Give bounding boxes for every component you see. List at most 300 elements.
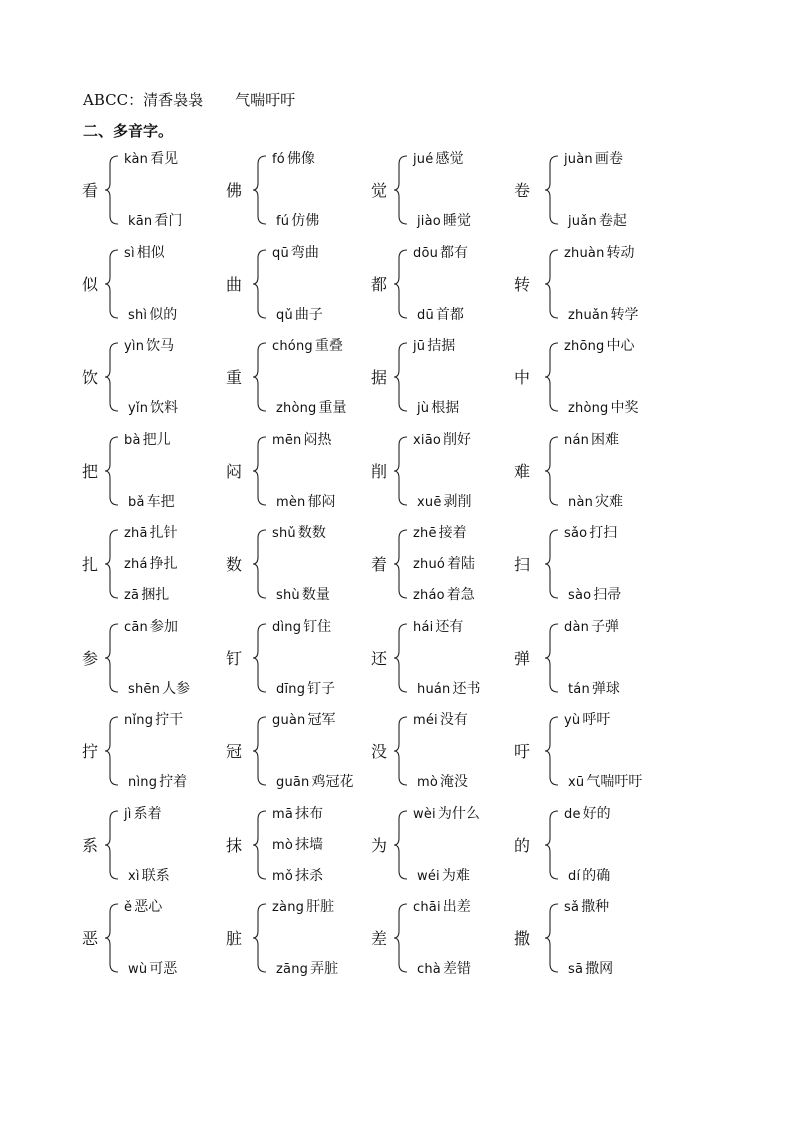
pinyin-text: xuē bbox=[417, 494, 442, 510]
reading-line bbox=[417, 212, 471, 231]
example-word: 为难 bbox=[441, 867, 470, 884]
polyphone-char: 脏 bbox=[226, 929, 243, 948]
example-word: 似的 bbox=[149, 306, 178, 323]
reading-line bbox=[276, 212, 319, 231]
example-word: 参加 bbox=[149, 618, 178, 635]
brace-icon bbox=[544, 618, 560, 698]
pinyin-text: sào bbox=[568, 588, 592, 603]
example-word: 打扫 bbox=[589, 525, 618, 541]
pinyin-text: jué bbox=[413, 152, 434, 167]
reading-line bbox=[564, 431, 619, 450]
example-word: 曲子 bbox=[294, 306, 323, 323]
polyphone-entry bbox=[514, 524, 689, 604]
pinyin-text: kàn bbox=[124, 152, 149, 167]
brace-icon bbox=[393, 150, 409, 230]
reading-line bbox=[128, 399, 178, 418]
reading-line bbox=[124, 555, 178, 574]
pinyin-text: dí bbox=[568, 868, 581, 884]
pinyin-text: yù bbox=[564, 713, 581, 728]
pinyin-text: cān bbox=[124, 619, 148, 635]
polyphone-char: 吁 bbox=[514, 742, 531, 761]
pinyin-text: kān bbox=[128, 214, 153, 229]
brace-icon bbox=[544, 898, 560, 978]
polyphone-entry bbox=[514, 431, 689, 511]
reading-line bbox=[124, 586, 169, 605]
reading-line bbox=[276, 399, 347, 418]
polyphone-char: 为 bbox=[371, 835, 388, 855]
example-word: 挣扎 bbox=[149, 556, 178, 572]
pinyin-text: zhuàn bbox=[564, 245, 605, 261]
brace-icon bbox=[544, 524, 560, 604]
pinyin-text: shēn bbox=[128, 681, 161, 697]
example-word: 钉子 bbox=[307, 680, 336, 697]
polyphone-char: 削 bbox=[371, 461, 388, 481]
brace-icon bbox=[104, 805, 120, 885]
polyphone-char: 转 bbox=[514, 274, 531, 294]
pinyin-text: fó bbox=[272, 152, 285, 167]
polyphone-char: 难 bbox=[514, 461, 531, 481]
reading-line bbox=[413, 337, 455, 356]
example-word: 闷热 bbox=[303, 431, 332, 448]
example-word: 重叠 bbox=[314, 338, 343, 354]
reading-line bbox=[272, 618, 331, 637]
polyphone-char: 着 bbox=[371, 555, 388, 574]
example-word: 重量 bbox=[318, 400, 347, 416]
reading-line bbox=[128, 306, 177, 325]
polyphone-entry bbox=[514, 337, 689, 417]
polyphone-char: 恶 bbox=[82, 929, 99, 948]
example-word: 弹球 bbox=[591, 680, 620, 697]
brace-icon bbox=[393, 618, 409, 698]
polyphone-char: 弹 bbox=[514, 648, 531, 668]
pinyin-text: mǒ bbox=[272, 868, 294, 884]
pinyin-text: sì bbox=[124, 245, 135, 261]
reading-line bbox=[124, 244, 165, 263]
polyphone-char: 佛 bbox=[226, 181, 243, 200]
polyphone-entry bbox=[514, 805, 689, 885]
pinyin-text: juǎn bbox=[568, 214, 597, 229]
pinyin-text: guàn bbox=[272, 713, 306, 728]
reading-line bbox=[417, 680, 480, 699]
example-word: 数数 bbox=[297, 525, 326, 541]
reading-line bbox=[276, 493, 336, 512]
pinyin-text: xū bbox=[568, 775, 585, 790]
pinyin-text: hái bbox=[413, 619, 434, 635]
brace-icon bbox=[104, 150, 120, 230]
pinyin-text: juàn bbox=[564, 152, 593, 167]
reading-line bbox=[272, 836, 323, 855]
polyphone-entry bbox=[514, 150, 689, 230]
polyphone-char: 曲 bbox=[226, 274, 243, 294]
example-word: 看门 bbox=[154, 213, 183, 229]
pinyin-text: zháo bbox=[413, 588, 445, 603]
pinyin-text: xì bbox=[128, 868, 140, 884]
example-word: 剥削 bbox=[443, 493, 472, 510]
pinyin-text: nǐng bbox=[124, 713, 154, 728]
pinyin-text: jū bbox=[413, 339, 426, 354]
example-word: 着急 bbox=[446, 587, 475, 603]
brace-icon bbox=[252, 711, 268, 791]
example-word: 呼吁 bbox=[582, 712, 611, 728]
brace-icon bbox=[393, 244, 409, 324]
polyphone-char: 的 bbox=[514, 835, 531, 855]
polyphone-char: 看 bbox=[82, 181, 99, 200]
reading-line bbox=[417, 399, 459, 418]
reading-line bbox=[564, 711, 610, 730]
polyphone-char: 似 bbox=[82, 274, 99, 294]
reading-line bbox=[564, 337, 635, 356]
pinyin-text: xiāo bbox=[413, 432, 442, 448]
example-word: 中心 bbox=[606, 338, 635, 354]
pinyin-text: shì bbox=[128, 307, 148, 323]
reading-line bbox=[124, 805, 162, 824]
brace-icon bbox=[544, 805, 560, 885]
reading-line bbox=[276, 680, 335, 699]
polyphone-char: 中 bbox=[514, 368, 531, 387]
reading-line bbox=[272, 431, 332, 450]
pinyin-text: nàn bbox=[568, 494, 594, 510]
pinyin-text: dōu bbox=[413, 245, 439, 261]
reading-line bbox=[417, 867, 470, 886]
reading-line bbox=[124, 150, 178, 169]
reading-line bbox=[568, 680, 620, 699]
pinyin-text: yǐn bbox=[128, 401, 149, 416]
pinyin-text: ě bbox=[124, 900, 133, 915]
example-word: 出差 bbox=[442, 899, 471, 915]
pinyin-text: bà bbox=[124, 432, 141, 448]
reading-line bbox=[413, 898, 471, 917]
brace-icon bbox=[393, 524, 409, 604]
example-word: 为什么 bbox=[437, 805, 480, 822]
polyphone-char: 系 bbox=[82, 835, 99, 855]
example-word: 扎针 bbox=[149, 525, 178, 541]
example-word: 灾难 bbox=[595, 493, 624, 510]
reading-line bbox=[568, 493, 623, 512]
reading-line bbox=[276, 586, 330, 605]
example-word: 感觉 bbox=[435, 151, 464, 167]
example-word: 钉住 bbox=[303, 618, 332, 635]
reading-line bbox=[568, 306, 639, 325]
pinyin-text: de bbox=[564, 806, 581, 822]
reading-line bbox=[272, 898, 334, 917]
brace-icon bbox=[104, 337, 120, 417]
pinyin-text: shǔ bbox=[272, 526, 296, 541]
pinyin-text: wéi bbox=[417, 868, 440, 884]
brace-icon bbox=[393, 337, 409, 417]
abcc-word-2: 气喘吁吁 bbox=[235, 91, 296, 109]
reading-line bbox=[564, 898, 609, 917]
example-word: 饮料 bbox=[150, 400, 179, 416]
pinyin-text: nìng bbox=[128, 775, 158, 790]
example-word: 拧干 bbox=[155, 712, 184, 728]
pinyin-text: zhá bbox=[124, 557, 148, 572]
example-word: 子弹 bbox=[591, 618, 620, 635]
example-word: 扫帚 bbox=[593, 587, 622, 603]
reading-line bbox=[128, 773, 187, 792]
pinyin-text: sǎo bbox=[564, 526, 588, 541]
example-word: 相似 bbox=[136, 244, 165, 261]
polyphone-char: 没 bbox=[371, 742, 388, 761]
example-word: 冠军 bbox=[307, 712, 336, 728]
example-word: 弄脏 bbox=[310, 961, 339, 977]
example-word: 饮马 bbox=[146, 338, 175, 354]
reading-line bbox=[413, 555, 475, 574]
polyphone-entry bbox=[514, 618, 689, 698]
pinyin-text: sǎ bbox=[564, 900, 580, 915]
example-word: 睡觉 bbox=[442, 213, 471, 229]
abcc-word-1: 清香袅袅 bbox=[143, 91, 204, 109]
example-word: 撒种 bbox=[581, 899, 610, 915]
example-word: 肝脏 bbox=[306, 899, 335, 915]
polyphone-char: 拧 bbox=[82, 742, 99, 761]
reading-line bbox=[568, 399, 639, 418]
pinyin-text: zhē bbox=[413, 526, 437, 541]
pinyin-text: nán bbox=[564, 432, 590, 448]
polyphone-char: 还 bbox=[371, 648, 388, 668]
example-word: 好的 bbox=[582, 805, 611, 822]
example-word: 佛像 bbox=[286, 151, 315, 167]
reading-line bbox=[564, 524, 617, 543]
reading-line bbox=[128, 960, 177, 979]
brace-icon bbox=[252, 337, 268, 417]
reading-line bbox=[568, 867, 610, 886]
reading-line bbox=[128, 493, 175, 512]
pinyin-text: jì bbox=[124, 806, 132, 822]
pinyin-text: qū bbox=[272, 245, 289, 261]
pinyin-text: tán bbox=[568, 681, 590, 697]
polyphone-char: 参 bbox=[82, 648, 99, 668]
polyphone-char: 把 bbox=[82, 461, 99, 481]
pinyin-text: qǔ bbox=[276, 307, 293, 323]
pinyin-text: mò bbox=[272, 837, 294, 853]
example-word: 根据 bbox=[431, 400, 460, 416]
brace-icon bbox=[544, 431, 560, 511]
reading-line bbox=[272, 805, 323, 824]
brace-icon bbox=[393, 898, 409, 978]
polyphone-char: 扎 bbox=[82, 555, 99, 574]
example-word: 拮据 bbox=[427, 338, 456, 354]
pinyin-text: zhòng bbox=[568, 401, 609, 416]
polyphone-char: 冠 bbox=[226, 742, 243, 761]
pinyin-text: shù bbox=[276, 588, 300, 603]
example-word: 系着 bbox=[133, 805, 162, 822]
pinyin-text: bǎ bbox=[128, 494, 145, 510]
reading-line bbox=[417, 306, 464, 325]
reading-line bbox=[413, 150, 463, 169]
example-word: 弯曲 bbox=[290, 244, 319, 261]
brace-icon bbox=[252, 524, 268, 604]
reading-line bbox=[128, 212, 182, 231]
example-word: 抹杀 bbox=[295, 867, 324, 884]
brace-icon bbox=[252, 150, 268, 230]
reading-line bbox=[272, 867, 323, 886]
pinyin-text: zhuǎn bbox=[568, 307, 609, 323]
pinyin-text: mèn bbox=[276, 494, 306, 510]
reading-line bbox=[417, 960, 471, 979]
brace-icon bbox=[104, 618, 120, 698]
polyphone-entry bbox=[514, 711, 689, 791]
pinyin-text: zā bbox=[124, 588, 140, 603]
pinyin-text: guān bbox=[276, 775, 310, 790]
polyphone-char: 都 bbox=[371, 274, 388, 294]
reading-line bbox=[568, 212, 627, 231]
polyphone-char: 扫 bbox=[514, 555, 531, 574]
reading-line bbox=[413, 805, 480, 824]
polyphone-char: 撒 bbox=[514, 929, 531, 948]
pinyin-text: zhōng bbox=[564, 339, 605, 354]
brace-icon bbox=[104, 711, 120, 791]
reading-line bbox=[276, 960, 338, 979]
pinyin-text: fú bbox=[276, 214, 290, 229]
brace-icon bbox=[104, 898, 120, 978]
reading-line bbox=[276, 306, 323, 325]
brace-icon bbox=[252, 618, 268, 698]
example-word: 卷起 bbox=[598, 213, 627, 229]
reading-line bbox=[413, 711, 468, 730]
reading-line bbox=[272, 524, 326, 543]
brace-icon bbox=[104, 244, 120, 324]
example-word: 还书 bbox=[452, 680, 481, 697]
example-word: 的确 bbox=[582, 867, 611, 884]
reading-line bbox=[124, 431, 171, 450]
brace-icon bbox=[393, 431, 409, 511]
reading-line bbox=[124, 898, 162, 917]
pinyin-text: chà bbox=[417, 962, 441, 977]
example-word: 郁闷 bbox=[307, 493, 336, 510]
example-word: 鸡冠花 bbox=[311, 774, 354, 790]
brace-icon bbox=[544, 244, 560, 324]
polyphone-char: 钉 bbox=[226, 648, 243, 668]
pinyin-text: méi bbox=[413, 713, 438, 728]
polyphone-entry bbox=[514, 898, 689, 978]
section-title: 二、多音字。 bbox=[83, 122, 174, 140]
example-word: 联系 bbox=[141, 867, 170, 884]
reading-line bbox=[272, 711, 336, 730]
reading-line bbox=[272, 244, 319, 263]
pinyin-text: zhā bbox=[124, 526, 148, 541]
example-word: 数量 bbox=[301, 587, 330, 603]
reading-line bbox=[568, 586, 621, 605]
example-word: 仿佛 bbox=[291, 213, 320, 229]
pinyin-text: dàn bbox=[564, 619, 590, 635]
reading-line bbox=[413, 524, 467, 543]
brace-icon bbox=[544, 711, 560, 791]
example-word: 人参 bbox=[162, 680, 191, 697]
reading-line bbox=[276, 773, 354, 792]
reading-line bbox=[413, 586, 475, 605]
pinyin-text: jiào bbox=[417, 214, 441, 229]
polyphone-char: 饮 bbox=[82, 368, 99, 387]
reading-line bbox=[124, 524, 178, 543]
pinyin-text: sā bbox=[568, 962, 584, 977]
example-word: 削好 bbox=[443, 431, 472, 448]
brace-icon bbox=[252, 431, 268, 511]
abcc-label: ABCC： bbox=[83, 91, 144, 109]
example-word: 着陆 bbox=[447, 556, 476, 572]
pinyin-text: chāi bbox=[413, 900, 441, 915]
example-word: 抹墙 bbox=[295, 836, 324, 853]
pinyin-text: zhuó bbox=[413, 557, 446, 572]
example-word: 拧着 bbox=[159, 774, 188, 790]
pinyin-text: mā bbox=[272, 806, 294, 822]
example-word: 差错 bbox=[442, 961, 471, 977]
brace-icon bbox=[252, 805, 268, 885]
reading-line bbox=[124, 711, 183, 730]
polyphone-char: 闷 bbox=[226, 461, 243, 481]
reading-line bbox=[564, 805, 611, 824]
reading-line bbox=[272, 337, 343, 356]
reading-line bbox=[564, 618, 619, 637]
reading-line bbox=[568, 960, 613, 979]
pinyin-text: chóng bbox=[272, 339, 313, 354]
reading-line bbox=[413, 431, 471, 450]
reading-line bbox=[272, 150, 315, 169]
example-word: 还有 bbox=[435, 618, 464, 635]
pinyin-text: wèi bbox=[413, 806, 436, 822]
pinyin-text: dìng bbox=[272, 619, 302, 635]
brace-icon bbox=[393, 711, 409, 791]
example-word: 捆扎 bbox=[141, 587, 170, 603]
polyphone-entry bbox=[514, 244, 689, 324]
pinyin-text: zāng bbox=[276, 962, 309, 977]
example-word: 气喘吁吁 bbox=[586, 774, 643, 790]
example-word: 画卷 bbox=[594, 151, 623, 167]
reading-line bbox=[413, 618, 463, 637]
polyphone-char: 抹 bbox=[226, 835, 243, 855]
example-word: 接着 bbox=[438, 525, 467, 541]
example-word: 困难 bbox=[591, 431, 620, 448]
example-word: 淹没 bbox=[440, 774, 469, 790]
example-word: 转动 bbox=[606, 244, 635, 261]
brace-icon bbox=[252, 898, 268, 978]
polyphone-char: 据 bbox=[371, 368, 388, 387]
reading-line bbox=[417, 773, 468, 792]
reading-line bbox=[417, 493, 472, 512]
polyphone-char: 觉 bbox=[371, 181, 388, 200]
pinyin-text: dīng bbox=[276, 681, 306, 697]
example-word: 没有 bbox=[439, 712, 468, 728]
example-word: 把儿 bbox=[142, 431, 171, 448]
example-word: 首都 bbox=[435, 306, 464, 323]
polyphone-char: 重 bbox=[226, 368, 243, 387]
example-word: 恶心 bbox=[134, 899, 163, 915]
reading-line bbox=[124, 618, 178, 637]
reading-line bbox=[564, 244, 635, 263]
brace-icon bbox=[544, 150, 560, 230]
example-word: 车把 bbox=[146, 493, 175, 510]
pinyin-text: yìn bbox=[124, 339, 145, 354]
reading-line bbox=[128, 867, 170, 886]
polyphone-char: 卷 bbox=[514, 181, 531, 200]
reading-line bbox=[564, 150, 623, 169]
brace-icon bbox=[252, 244, 268, 324]
pinyin-text: mēn bbox=[272, 432, 302, 448]
pinyin-text: jù bbox=[417, 401, 430, 416]
polyphone-char: 数 bbox=[226, 555, 243, 574]
polyphone-char: 差 bbox=[371, 929, 388, 948]
pinyin-text: zhòng bbox=[276, 401, 317, 416]
reading-line bbox=[568, 773, 642, 792]
pinyin-text: huán bbox=[417, 681, 451, 697]
brace-icon bbox=[104, 524, 120, 604]
brace-icon bbox=[544, 337, 560, 417]
example-word: 撒网 bbox=[585, 961, 614, 977]
example-word: 中奖 bbox=[610, 400, 639, 416]
pinyin-text: zàng bbox=[272, 900, 305, 915]
example-word: 看见 bbox=[150, 151, 179, 167]
example-word: 转学 bbox=[610, 306, 639, 323]
pinyin-text: wù bbox=[128, 962, 148, 977]
